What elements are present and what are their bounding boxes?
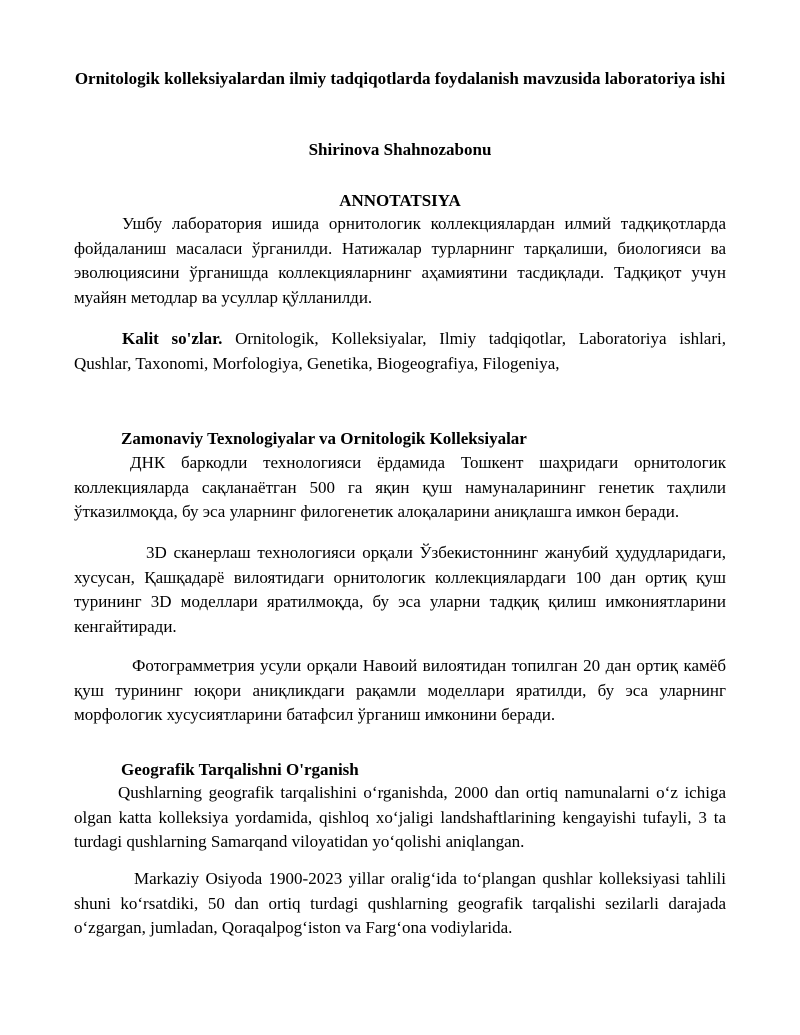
paragraph-central-asia-analysis: Markaziy Osiyoda 1900-2023 yillar oraligʻida toʻplangan qushlar kolleksiyasi tahlili shuni koʻrsatdiki, 50 dan ortiq turdagi qushlarning geografik tarqalishi sezilarli darajada oʻzgargan, jumladan, Qoraqalpogʻiston va Fargʻona vodiylarida. [74, 869, 726, 937]
annotation-heading: ANNOTATSIYA [339, 191, 461, 210]
keywords-list: Ornitologik, Kolleksiyalar, Ilmiy tadqiqotlar, Laboratoriya ishlari, Qushlar, Taxonomi, Morfologiya, Genetika, Biogeografiya, Filogeniya, [74, 329, 726, 373]
paragraph-photogrammetry: Фотограмметрия усули орқали Навоий вилоятидан топилган 20 дан ортиқ камёб қуш турининг юқори аниқликдаги рақамли моделлари яратилди, бу эса уларнинг морфологик хусусиятларини батафсил ўрганиш имконини беради. [74, 656, 726, 724]
annotation-text: Ушбу лаборатория ишида орнитологик коллекциялардан илмий тадқиқотларда фойдаланиш масаласи ўрганилди. Натижалар турларнинг тарқалиши, биологияси ва эволюциясини ўрганишда коллекцияларнинг аҳамиятини тасдиқлади. Тадқиқот учун муайян методлар ва усуллар қўлланилди. [74, 214, 726, 307]
keywords-paragraph [74, 327, 726, 376]
document-title: Ornitologik kolleksiyalardan ilmiy tadqiqotlarda foydalanish mavzusida laboratoriya ishi [74, 69, 726, 88]
paragraph-geographic-distribution: Qushlarning geografik tarqalishini oʻrganishda, 2000 dan ortiq namunalarni oʻz ichiga olgan katta kolleksiya yordamida, qishloq xoʻjaligi landshaftlarining kengayishi tufayli, 3 ta turdagi qushlarning Samarqand viloyatidan yoʻqolishi aniqlangan. [74, 783, 726, 851]
paragraph-3d-scanning: 3D сканерлаш технологияси орқали Ўзбекистоннинг жанубий ҳудудларидаги, хусусан, Қашқадарё вилоятидаги орнитологик коллекциялардаги 100 дан ортиқ қуш турининг 3D моделлари яратилмоқда, бу эса уларни тадқиқ қилиш имкониятларини кенгайтиради. [74, 543, 726, 636]
section-heading-technologies: Zamonaviy Texnologiyalar va Ornitologik Kolleksiyalar [121, 429, 527, 448]
keywords-label: Kalit so'zlar. [122, 329, 223, 348]
section-heading-geography: Geografik Tarqalishni O'rganish [121, 760, 359, 779]
paragraph-dna-barcoding: ДНК баркодли технологияси ёрдамида Тошкент шаҳридаги орнитологик коллекцияларда сақланаётган 500 га яқин қуш намуналарининг генетик таҳлили ўтказилмоқда, бу эса уларнинг филогенетик алоқаларини аниқлашга имкон беради. [74, 453, 726, 521]
author-name: Shirinova Shahnozabonu [308, 140, 492, 159]
